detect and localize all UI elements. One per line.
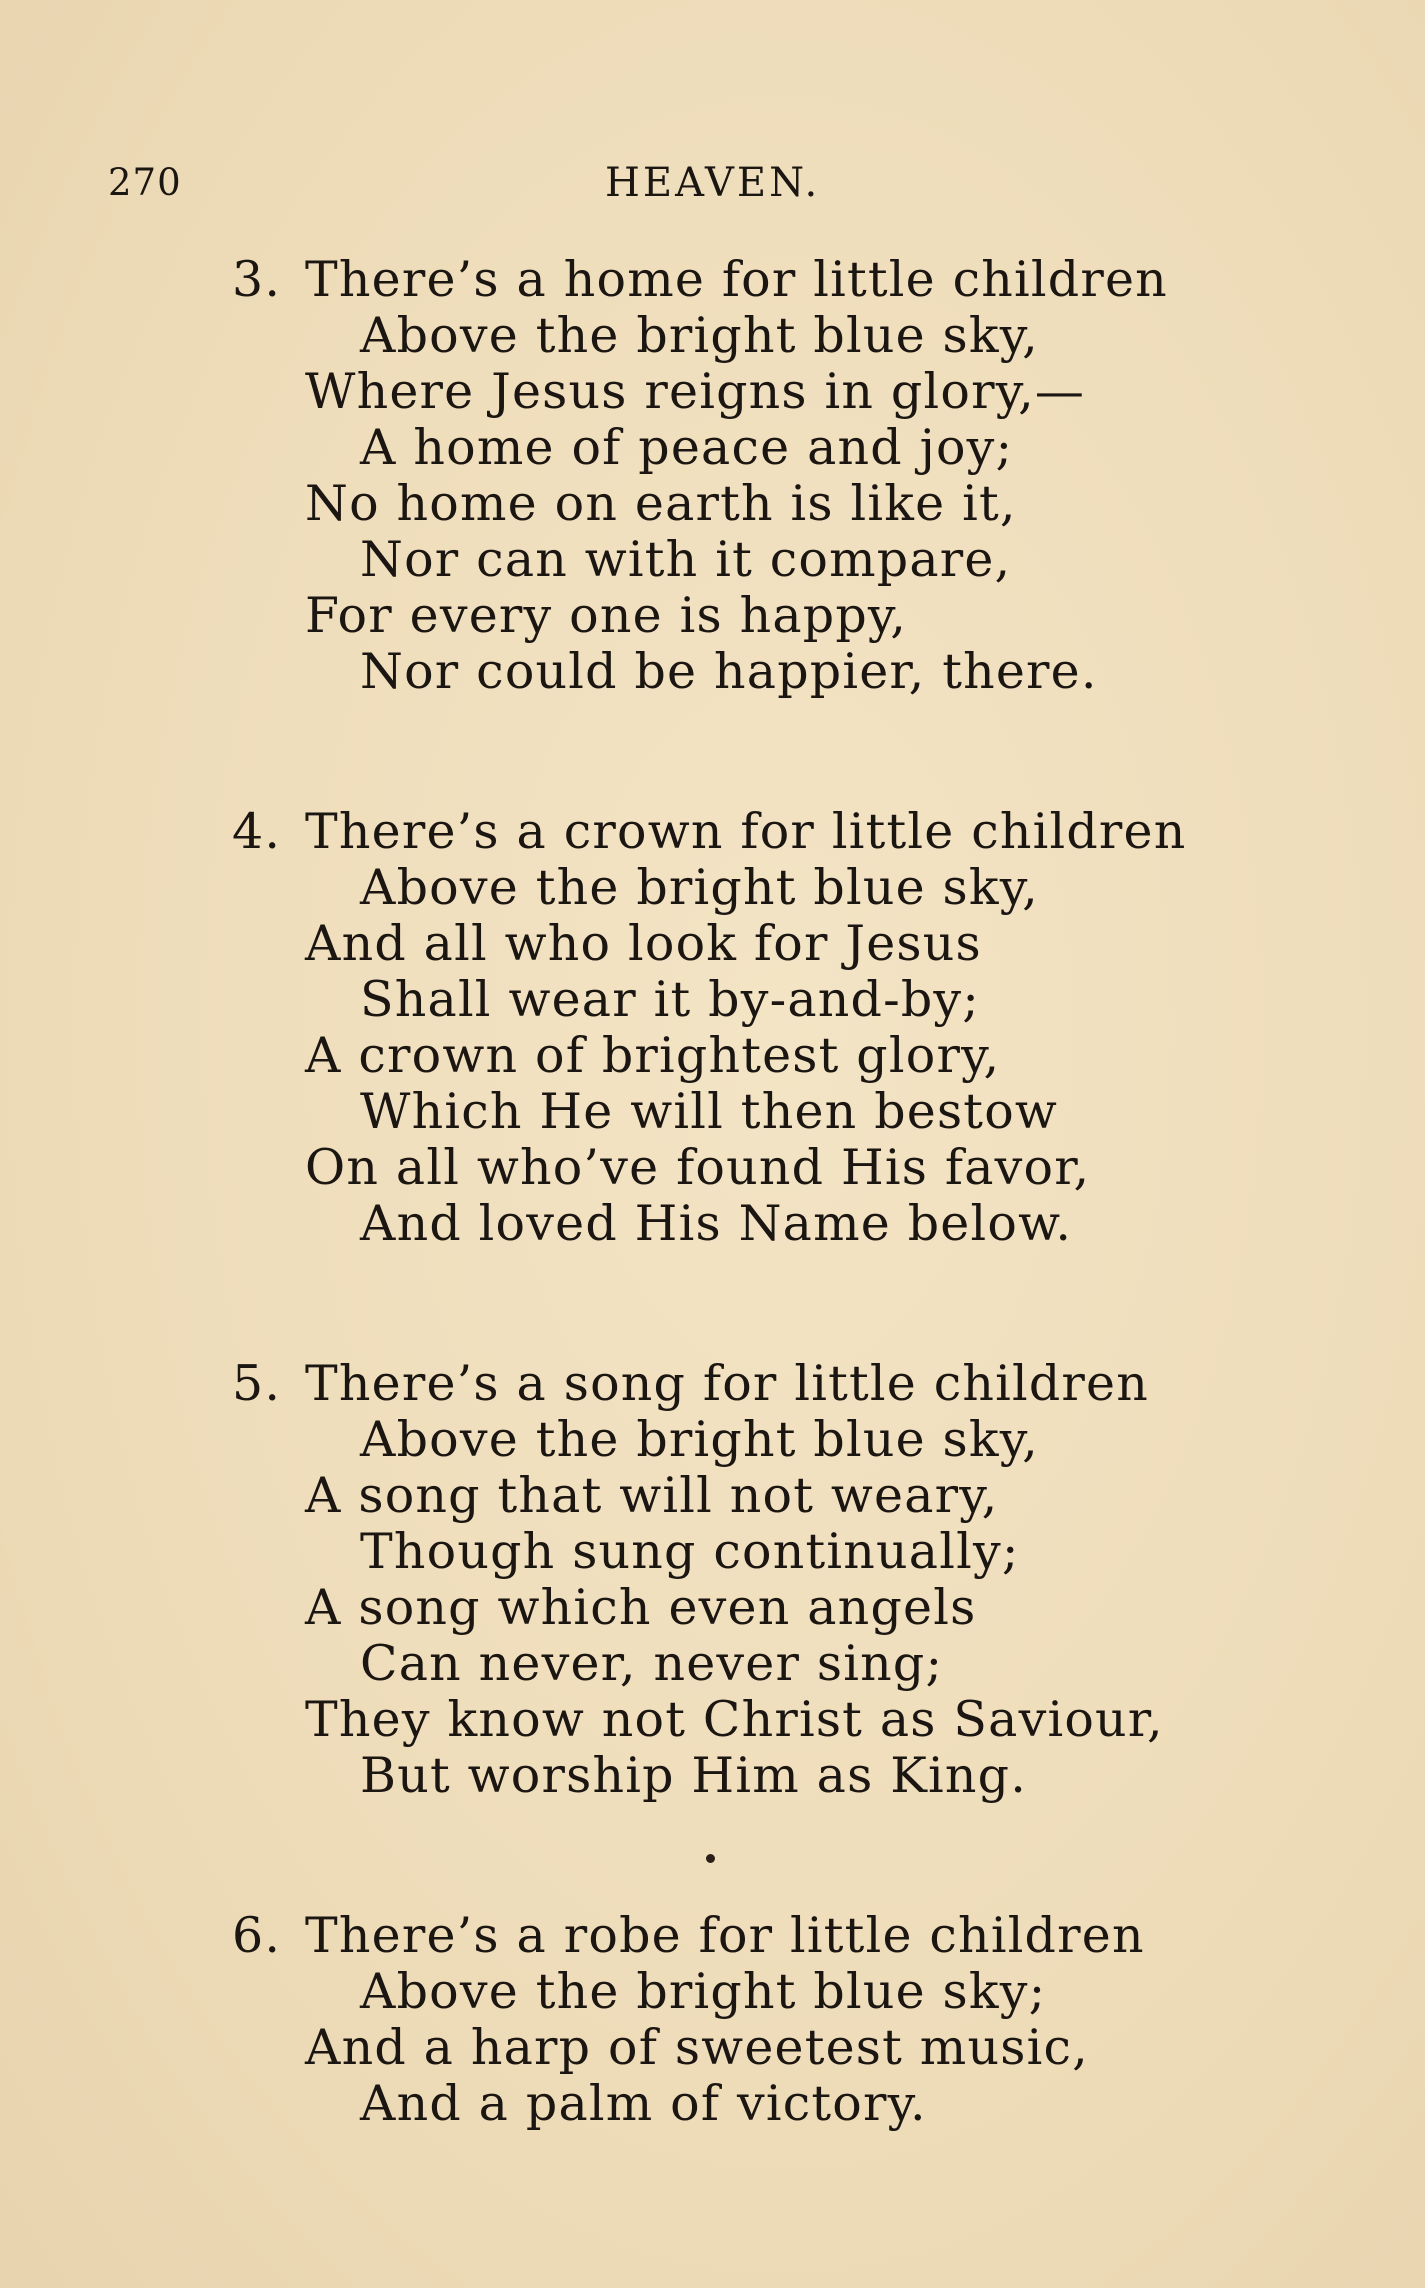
verse-line: And a palm of victory. [360,2075,927,2132]
verse-number: 5. [232,1355,282,1412]
verse-line: A crown of brightest glory, [305,1027,1001,1084]
verse-5 [0,1356,1425,1804]
verse-line: And loved His Name below. [360,1195,1073,1252]
verse-line: Shall wear it by-and-by; [360,971,981,1028]
verse-6 [0,1908,1425,2132]
verse-line: 5. There’s a song for little children [232,1355,1149,1412]
running-head: HEAVEN. [605,160,821,206]
verse-line: Above the bright blue sky, [360,307,1039,364]
verse-line: Where Jesus reigns in glory,— [305,363,1086,420]
verse-line: And a harp of sweetest music, [305,2019,1089,2076]
verse-line: A song which even angels [305,1579,977,1636]
verse-line: Above the bright blue sky, [360,1411,1039,1468]
verse-line: Though sung continually; [360,1523,1020,1580]
verse-line: Nor could be happier, there. [360,643,1098,700]
ink-speck [706,1854,715,1863]
verse-line: No home on earth is like it, [305,475,1017,532]
verse-line: They know not Christ as Saviour, [305,1691,1164,1748]
verse-line: On all who’ve found His favor, [305,1139,1091,1196]
verse-4 [0,804,1425,1252]
verse-line: A song that will not weary, [305,1467,999,1524]
verse-line: 6. There’s a robe for little children [232,1907,1145,1964]
verse-number: 3. [232,251,282,308]
verse-3 [0,252,1425,700]
verse-line: Above the bright blue sky, [360,859,1039,916]
hymn-text [0,252,1425,2236]
verse-line: Can never, never sing; [360,1635,944,1692]
verse-line: And all who look for Jesus [305,915,982,972]
verse-line: 3. There’s a home for little children [232,251,1168,308]
page-number: 270 [108,161,182,204]
verse-line: But worship Him as King. [360,1747,1027,1804]
verse-line: Above the bright blue sky; [360,1963,1047,2020]
verse-line: 4. There’s a crown for little children [232,803,1187,860]
page-header [0,158,1425,208]
verse-number: 6. [232,1907,282,1964]
verse-line: Which He will then bestow [360,1083,1059,1140]
verse-line: A home of peace and joy; [360,419,1014,476]
verse-line: For every one is happy, [305,587,908,644]
verse-line: Nor can with it compare, [360,531,1012,588]
verse-number: 4. [232,803,282,860]
